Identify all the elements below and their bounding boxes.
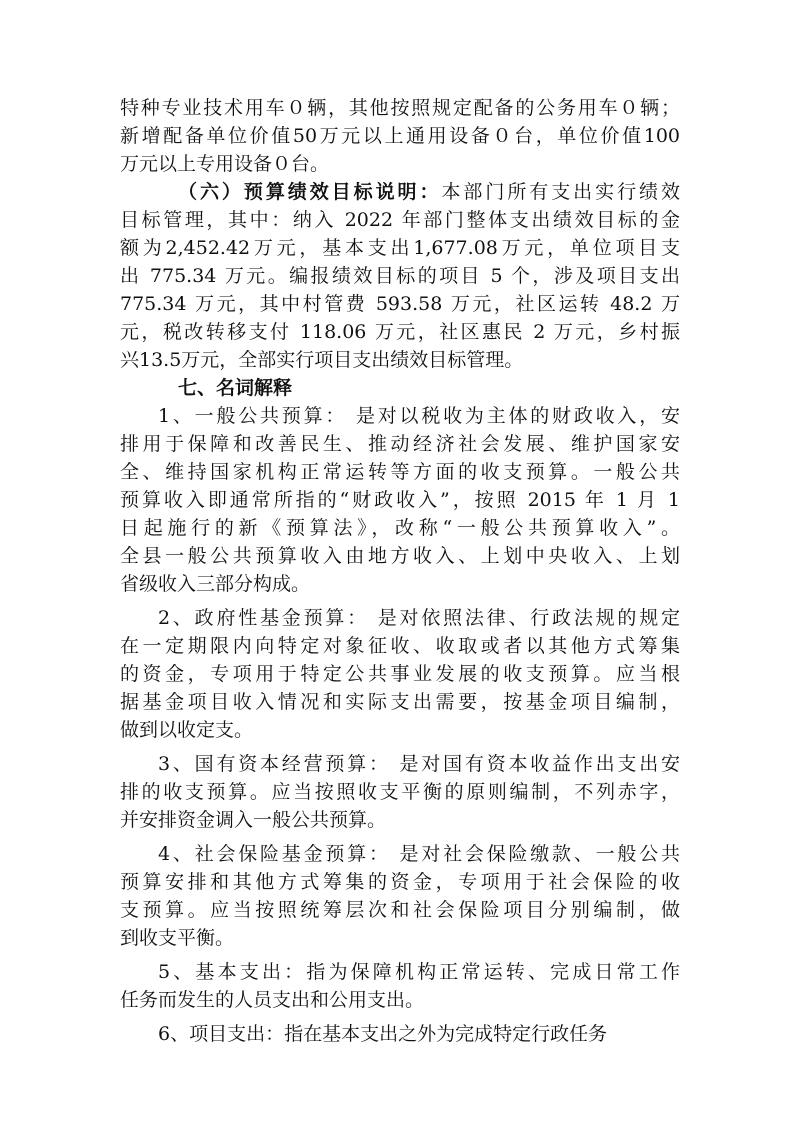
text-line: 万元以上专用设备０台。 [120, 153, 330, 175]
text-line: 额为2,452.42万元，基本支出1,677.08万元，单位项目支 [120, 237, 680, 259]
term-2-line: 2、政府性基金预算： 是对依照法律、行政法规的规定 [158, 607, 680, 629]
term-1-line: 1、一般公共预算： 是对以税收为主体的财政收入，安 [158, 405, 680, 427]
text-line: 日起施行的新《预算法》，改称“一般公共预算收入”。 [120, 517, 680, 539]
text-line: 特种专业技术用车０辆，其他按照规定配备的公务用车０辆； [120, 97, 680, 119]
text-line: 出 775.34 万元。编报绩效目标的项目 5 个，涉及项目支出 [120, 265, 680, 287]
text-line: 支预算。应当按照统筹层次和社会保险项目分别编制，做 [120, 899, 680, 921]
text-line: 到收支平衡。 [120, 927, 235, 949]
term-3-line: 3、国有资本经营预算： 是对国有资本收益作出支出安 [158, 753, 680, 775]
section-six-line [120, 178, 680, 206]
text-line: 全、维持国家机构正常运转等方面的收支预算。一般公共 [120, 461, 680, 483]
text-line: 元，税改转移支付 118.06 万元，社区惠民 2 万元，乡村振 [120, 321, 680, 343]
text-span: 本部门所有支出实行绩效 [441, 181, 680, 203]
text-line: 做到以收定支。 [120, 719, 254, 741]
term-5-line: 5、基本支出：指为保障机构正常运转、完成日常工作 [158, 961, 680, 983]
text-line: 排用于保障和改善民生、推动经济社会发展、维护国家安 [120, 433, 680, 455]
text-line: 目标管理，其中：纳入 2022 年部门整体支出绩效目标的金 [120, 209, 680, 231]
text-line: 预算收入即通常所指的“财政收入”，按照 2015 年 1 月 1 [120, 489, 680, 511]
text-line: 预算安排和其他方式筹集的资金，专项用于社会保险的收 [120, 871, 680, 893]
document-page [120, 94, 680, 1048]
text-line: 并安排资金调入一般公共预算。 [120, 809, 387, 831]
text-line: 全县一般公共预算收入由地方收入、上划中央收入、上划 [120, 545, 680, 567]
text-line: 在一定期限内向特定对象征收、收取或者以其他方式筹集 [120, 635, 680, 657]
section-heading-seven: 七、名词解释 [178, 377, 293, 399]
term-6-line: 6、项目支出：指在基本支出之外为完成特定行政任务 [158, 1023, 608, 1045]
term-4-line: 4、社会保险基金预算： 是对社会保险缴款、一般公共 [158, 843, 680, 865]
text-line: 新增配备单位价值50万元以上通用设备０台，单位价值100 [120, 125, 680, 147]
section-heading-six: （六）预算绩效目标说明： [178, 181, 442, 203]
text-line: 兴13.5万元，全部实行项目支出绩效目标管理。 [120, 349, 524, 371]
text-line: 775.34 万元，其中村管费 593.58 万元，社区运转 48.2 万 [120, 293, 680, 315]
text-line: 的资金，专项用于特定公共事业发展的收支预算。应当根 [120, 663, 680, 685]
text-line: 排的收支预算。应当按照收支平衡的原则编制，不列赤字， [120, 781, 680, 803]
text-line: 任务而发生的人员支出和公用支出。 [120, 989, 425, 1011]
text-line: 据基金项目收入情况和实际支出需要，按基金项目编制， [120, 691, 680, 713]
text-line: 省级收入三部分构成。 [120, 573, 311, 595]
